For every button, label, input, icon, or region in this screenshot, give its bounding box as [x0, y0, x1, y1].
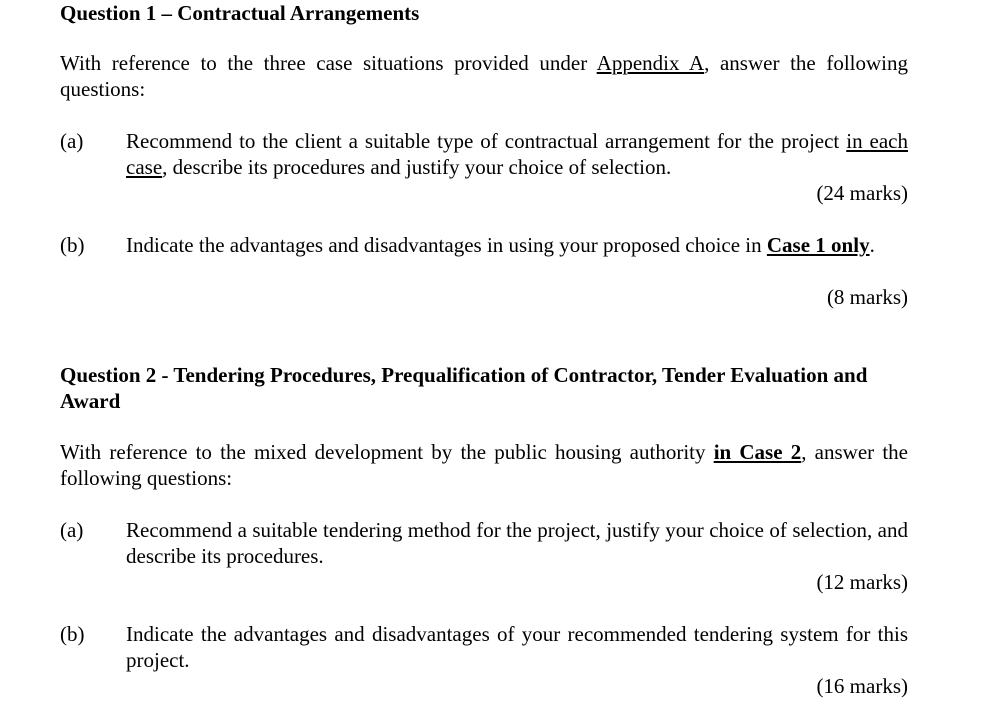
q1-part-a-text: [126, 128, 908, 180]
q2-part-b-text: Indicate the advantages and disadvantages of your recommended tendering system for this project.: [126, 622, 908, 672]
q2-part-a-marks: (12 marks): [816, 570, 908, 594]
in-case-2-emphasis: in Case 2: [713, 440, 802, 464]
q2-intro-text-end: , answer the following questions:: [60, 440, 908, 490]
question-2-intro: [60, 439, 908, 491]
q1-part-a-label: (a): [60, 129, 84, 153]
q1-part-a-marks: (24 marks): [816, 181, 908, 205]
q2-part-a-text: Recommend a suitable tendering method for the project, justify your choice of selection, and describe its procedures.: [126, 518, 908, 568]
appendix-a-reference: Appendix A: [596, 51, 705, 75]
q1-b-text-end: .: [869, 233, 875, 257]
q1-a-text-end: , describe its procedures and justify your choice of selection.: [162, 155, 672, 179]
q1-b-text-start: Indicate the advantages and disadvantages in using your proposed choice in: [126, 233, 767, 257]
q1-part-b-label: (b): [60, 233, 85, 257]
q2-part-b-label: (b): [60, 622, 85, 646]
q2-part-b-marks: (16 marks): [816, 674, 908, 698]
intro-text: With reference to the three case situations provided under: [60, 51, 597, 75]
intro-text-end: , answer the following questions:: [60, 51, 909, 101]
question-1-intro: [60, 50, 908, 102]
in-each-case-emphasis: in each case: [126, 129, 908, 179]
q2-part-a-label: (a): [60, 518, 84, 542]
q1-a-text-start: Recommend to the client a suitable type of contractual arrangement for the project: [126, 129, 847, 153]
question-1-title: Question 1 – Contractual Arrangements: [60, 1, 420, 25]
q1-part-b-text: [126, 232, 908, 258]
question-2-title: Question 2 - Tendering Procedures, Prequalification of Contractor, Tender Evaluation and Award: [60, 363, 868, 413]
case-1-only-emphasis: Case 1 only: [766, 233, 870, 257]
q1-part-b-marks: (8 marks): [826, 285, 908, 309]
q2-intro-text: With reference to the mixed development by the public housing authority: [60, 440, 714, 464]
